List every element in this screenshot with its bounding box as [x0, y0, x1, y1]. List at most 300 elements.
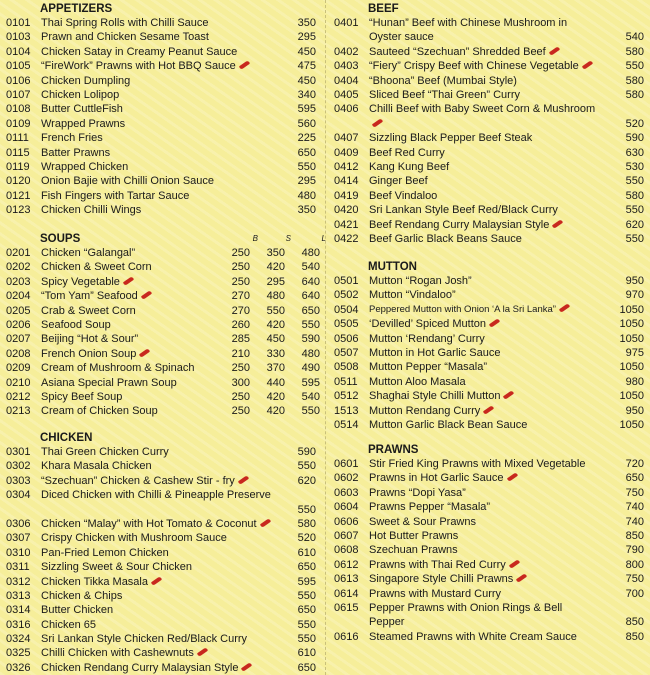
item-price: 800 [625, 558, 644, 571]
item-name: Diced Chicken with Chilli & Pineapple Preserve [41, 489, 271, 502]
item-code: 0313 [6, 589, 31, 602]
chili-icon [151, 576, 162, 586]
item-name: “Hunan” Beef with Chinese Mushroom in Oyster sauce [369, 17, 568, 44]
menu-item [334, 471, 646, 485]
item-price: 740 [625, 515, 644, 528]
item-code: 0104 [6, 45, 31, 58]
menu-item [334, 375, 646, 389]
item-price: 850 [625, 529, 644, 542]
item-price: 850 [625, 616, 644, 629]
item-name: Chicken Dumpling [41, 74, 131, 87]
menu-item [334, 500, 646, 514]
item-name: “Bhoona” Beef (Mumbai Style) [369, 74, 517, 87]
item-price: 420 [266, 405, 285, 418]
item-code: 0506 [334, 332, 359, 345]
item-name: Ginger Beef [369, 175, 428, 188]
item-price: 250 [231, 247, 250, 259]
item-code: 0403 [334, 60, 359, 73]
menu-item [334, 102, 646, 131]
item-price: 340 [297, 88, 316, 101]
item-code: 0326 [6, 661, 31, 674]
item-name: Crab & Sweet Corn [41, 304, 136, 317]
size-header: S [285, 234, 291, 243]
item-code: 0306 [6, 517, 31, 530]
item-name: Pan-Fried Lemon Chicken [41, 546, 169, 559]
item-code: 0401 [334, 17, 359, 29]
item-code: 0412 [334, 160, 359, 173]
section-title: BEEF [368, 3, 399, 15]
item-price: 640 [301, 275, 320, 288]
item-name: Sweet & Sour Prawns [369, 515, 476, 528]
item-name: Mutton “Rogan Josh” [369, 275, 472, 287]
item-price: 480 [301, 347, 320, 360]
item-price: 295 [266, 275, 285, 288]
chili-icon [238, 475, 249, 485]
item-price: 550 [297, 503, 316, 516]
item-price: 350 [297, 204, 316, 217]
menu-item [334, 572, 646, 586]
item-price: 595 [301, 376, 320, 389]
menu-item [6, 546, 318, 560]
item-price: 370 [266, 362, 285, 375]
menu-item [334, 45, 646, 59]
item-price: 595 [297, 575, 316, 588]
section-title: APPETIZERS [40, 3, 113, 15]
menu-item [334, 389, 646, 403]
menu-item [6, 459, 318, 473]
item-price: 550 [625, 60, 644, 73]
item-price: 250 [231, 261, 250, 274]
item-name: Chicken Chilli Wings [41, 204, 142, 217]
column-divider [325, 0, 326, 675]
item-code: 0508 [334, 361, 359, 374]
item-code: 0614 [334, 587, 359, 600]
menu-item [6, 632, 318, 646]
item-price: 480 [297, 189, 316, 202]
menu-item [6, 289, 318, 303]
menu-item [334, 174, 646, 188]
item-price: 750 [625, 486, 644, 499]
chili-icon [582, 60, 593, 70]
chili-icon [552, 219, 563, 229]
menu-item [334, 232, 646, 246]
item-price: 850 [625, 630, 644, 643]
menu-item [6, 88, 318, 102]
item-code: 0504 [334, 303, 359, 316]
menu-item [334, 558, 646, 572]
item-price: 550 [297, 618, 316, 631]
menu-item [334, 88, 646, 102]
item-price: 550 [625, 204, 644, 217]
menu-item [6, 361, 318, 375]
item-name: Khara Masala Chicken [41, 460, 152, 473]
menu-item [334, 218, 646, 232]
chili-icon [197, 648, 208, 658]
item-name: Stir Fried King Prawns with Mixed Vegetable [369, 458, 586, 470]
chili-icon [483, 405, 494, 415]
menu-item [334, 274, 646, 288]
item-code: 0405 [334, 88, 359, 101]
menu-section [6, 232, 326, 419]
item-name: Sizzling Black Pepper Beef Steak [369, 132, 533, 145]
item-code: 0419 [334, 189, 359, 202]
item-price: 270 [231, 304, 250, 317]
item-code: 0304 [6, 489, 31, 502]
menu-item [6, 575, 318, 589]
menu-section [334, 2, 646, 246]
item-name: “FireWork” Prawns with Hot BBQ Sauce [41, 59, 250, 73]
item-name: Chicken & Chips [41, 589, 123, 602]
item-code: 0207 [6, 333, 31, 346]
item-code: 0119 [6, 160, 30, 173]
item-code: 0607 [334, 529, 359, 542]
chili-icon [123, 276, 134, 286]
item-price: 580 [625, 45, 644, 58]
chili-icon [516, 573, 527, 583]
item-code: 0206 [6, 318, 31, 331]
menu-item [6, 332, 318, 346]
menu-item [334, 486, 646, 500]
item-price: 450 [297, 74, 316, 87]
item-code: 0502 [334, 289, 359, 302]
menu-item [334, 457, 646, 471]
item-price: 250 [231, 362, 250, 375]
item-price: 250 [231, 275, 250, 288]
chili-icon [239, 60, 250, 70]
menu-item [6, 560, 318, 574]
section-title: MUTTON [368, 261, 417, 273]
item-price: 450 [266, 333, 285, 346]
item-code: 0325 [6, 647, 31, 660]
chili-icon [259, 518, 270, 528]
item-code: 0115 [6, 146, 30, 159]
item-price: 550 [625, 175, 644, 188]
menu-item [6, 661, 318, 675]
item-name: Sri Lankan Style Chicken Red/Black Curry [41, 633, 248, 646]
menu-item [6, 74, 318, 88]
section-title: CHICKEN [40, 432, 93, 444]
item-name: “Fiery” Crispy Beef with Chinese Vegetable [369, 59, 593, 73]
item-name: Chicken “Malay” with Hot Tomato & Coconut [41, 517, 271, 531]
item-code: 0212 [6, 390, 31, 403]
item-code: 0422 [334, 232, 359, 245]
menu-item [6, 517, 318, 531]
item-code: 0105 [6, 60, 31, 73]
item-name: Chicken & Sweet Corn [41, 261, 152, 274]
item-code: 0501 [334, 275, 359, 287]
menu-item [6, 102, 318, 116]
menu-item [334, 16, 646, 45]
item-name: Chicken 65 [41, 618, 97, 631]
item-code: 0402 [334, 45, 359, 58]
menu-item [6, 376, 318, 390]
item-code: 0512 [334, 390, 359, 403]
item-price: 620 [625, 218, 644, 231]
item-price: 490 [301, 362, 320, 375]
item-code: 0204 [6, 290, 31, 303]
chili-icon [139, 348, 150, 358]
menu-section [334, 260, 646, 432]
menu-item [334, 317, 646, 331]
item-name: Spicy Beef Soup [41, 390, 123, 403]
menu-section [6, 2, 318, 217]
item-price: 550 [301, 405, 320, 418]
item-price: 650 [297, 146, 316, 159]
item-code: 0514 [334, 418, 359, 431]
item-code: 0421 [334, 218, 359, 231]
item-name: Asiana Special Prawn Soup [41, 376, 177, 389]
item-code: 0121 [6, 189, 31, 202]
chili-icon [559, 303, 570, 313]
item-price: 970 [625, 289, 644, 302]
item-name: Chicken Lolipop [41, 88, 120, 101]
menu-item [6, 246, 318, 260]
menu-item [6, 160, 318, 174]
item-price: 790 [625, 544, 644, 557]
menu-item [6, 203, 318, 217]
item-name: Prawns Pepper “Masala” [369, 501, 491, 514]
item-code: 0106 [6, 74, 31, 87]
item-price: 700 [625, 587, 644, 600]
item-price: 550 [301, 318, 320, 331]
menu-item [6, 488, 318, 517]
item-price: 650 [297, 561, 316, 574]
item-price: 750 [625, 573, 644, 586]
item-name: Mutton “Vindaloo” [369, 289, 456, 302]
menu-item [334, 404, 646, 418]
menu-item [334, 346, 646, 360]
item-name: Prawns with Mustard Curry [369, 587, 502, 600]
item-name: Butter CuttleFish [41, 103, 123, 116]
item-code: 0406 [334, 103, 359, 116]
item-name: Mutton ‘Rendang’ Curry [369, 332, 485, 345]
item-price: 350 [297, 17, 316, 29]
item-code: 0111 [6, 132, 29, 145]
item-code: 0612 [334, 558, 359, 571]
item-code: 0616 [334, 630, 359, 643]
item-price: 520 [625, 117, 644, 130]
item-price: 260 [231, 318, 250, 331]
item-name: Szechuan Prawns [369, 544, 458, 557]
item-name: Wrapped Chicken [41, 160, 129, 173]
menu-item [6, 445, 318, 459]
item-code: 0507 [334, 346, 359, 359]
section-title: SOUPS B S L [40, 233, 326, 245]
item-price: 285 [231, 333, 250, 346]
chili-icon [372, 118, 383, 128]
menu-item [334, 131, 646, 145]
menu-item [334, 146, 646, 160]
menu-item [6, 275, 318, 289]
item-name: Beijing “Hot & Sour” [41, 333, 139, 346]
item-name: Prawns with Thai Red Curry [369, 558, 520, 572]
item-name: Fish Fingers with Tartar Sauce [41, 189, 190, 202]
item-price: 550 [266, 304, 285, 317]
chili-icon [506, 473, 517, 483]
item-price: 520 [297, 532, 316, 545]
item-price: 225 [297, 132, 316, 145]
menu-item [6, 531, 318, 545]
item-price: 580 [625, 74, 644, 87]
item-name: Peppered Mutton with Onion ‘A la Sri Lanka” [369, 303, 570, 317]
item-code: 0108 [6, 103, 31, 116]
item-price: 420 [266, 390, 285, 403]
item-name: Chicken Rendang Curry Malaysian Style [41, 661, 252, 675]
item-price: 480 [266, 290, 285, 303]
item-name: Prawns “Dopi Yasa” [369, 486, 466, 499]
item-price: 540 [625, 31, 644, 44]
menu-item [334, 601, 646, 630]
item-name: Singapore Style Chilli Prawns [369, 572, 527, 586]
item-price: 590 [297, 446, 316, 458]
item-name: Cream of Chicken Soup [41, 405, 158, 418]
item-price: 295 [297, 175, 316, 188]
item-code: 0316 [6, 618, 31, 631]
item-price: 980 [625, 375, 644, 388]
item-price: 975 [625, 346, 644, 359]
item-price: 330 [266, 347, 285, 360]
item-code: 0601 [334, 458, 359, 470]
item-name: “Szechuan” Chicken & Cashew Stir - fry [41, 474, 249, 488]
menu-item [6, 603, 318, 617]
menu-item [6, 589, 318, 603]
item-name: Butter Chicken [41, 604, 114, 617]
item-name: Batter Prawns [41, 146, 111, 159]
item-name: Crispy Chicken with Mushroom Sauce [41, 532, 227, 545]
menu-item [6, 318, 318, 332]
chili-icon [503, 390, 514, 400]
item-name: Sri Lankan Style Beef Red/Black Curry [369, 204, 558, 217]
item-price: 480 [301, 247, 320, 259]
chili-icon [509, 559, 520, 569]
item-price: 1050 [619, 303, 644, 316]
item-price: 650 [297, 661, 316, 674]
item-price: 540 [301, 390, 320, 403]
item-price: 450 [297, 45, 316, 58]
item-name: Beef Garlic Black Beans Sauce [369, 232, 522, 245]
item-code: 0615 [334, 601, 359, 614]
menu-item [334, 189, 646, 203]
chili-icon [241, 662, 252, 672]
menu-item [334, 332, 646, 346]
menu-item [334, 515, 646, 529]
menu-section [6, 431, 318, 675]
item-name: French Fries [41, 132, 103, 145]
item-name: Chilli Beef with Baby Sweet Corn & Mushroom [369, 102, 599, 131]
item-name: Beef Vindaloo [369, 189, 438, 202]
item-code: 0103 [6, 31, 31, 44]
item-price: 420 [266, 261, 285, 274]
item-name: French Onion Soup [41, 347, 150, 361]
menu-item [6, 260, 318, 274]
item-price: 560 [297, 117, 316, 130]
item-code: 0511 [334, 375, 358, 388]
item-price: 580 [297, 517, 316, 530]
item-price: 550 [625, 232, 644, 245]
menu-item [6, 618, 318, 632]
item-code: 0407 [334, 132, 359, 145]
item-code: 0608 [334, 544, 359, 557]
item-name: Mutton Rendang Curry [369, 404, 494, 418]
item-code: 0202 [6, 261, 31, 274]
item-code: 0301 [6, 446, 31, 458]
item-code: 0414 [334, 175, 359, 188]
item-price: 300 [231, 376, 250, 389]
menu-item [6, 30, 318, 44]
item-price: 650 [297, 604, 316, 617]
item-code: 0123 [6, 204, 31, 217]
item-price: 580 [625, 189, 644, 202]
item-price: 1050 [619, 390, 644, 403]
item-code: 0420 [334, 204, 359, 217]
item-price: 550 [297, 633, 316, 646]
chili-icon [489, 318, 500, 328]
item-code: 0101 [6, 17, 31, 29]
item-name: Wrapped Prawns [41, 117, 126, 130]
item-price: 475 [297, 60, 316, 73]
item-name: Beef Red Curry [369, 146, 445, 159]
item-price: 640 [301, 290, 320, 303]
item-code: 0311 [6, 561, 30, 574]
item-name: Mutton Aloo Masala [369, 375, 466, 388]
item-name: Chicken “Galangal” [41, 247, 136, 259]
item-name: Thai Spring Rolls with Chilli Sauce [41, 17, 209, 29]
menu-item [6, 347, 318, 361]
menu-item [6, 189, 318, 203]
item-code: 0303 [6, 474, 31, 487]
menu-item [6, 404, 318, 418]
item-price: 1050 [619, 418, 644, 431]
item-price: 295 [297, 31, 316, 44]
item-price: 440 [266, 376, 285, 389]
item-code: 0505 [334, 318, 359, 331]
item-code: 0314 [6, 604, 31, 617]
item-price: 1050 [619, 361, 644, 374]
item-code: 0201 [6, 247, 31, 259]
item-name: Prawns in Hot Garlic Sauce [369, 471, 518, 485]
item-name: Mutton Garlic Black Bean Sauce [369, 418, 528, 431]
item-price: 250 [231, 405, 250, 418]
menu-item [334, 303, 646, 317]
item-price: 950 [625, 275, 644, 287]
item-code: 0404 [334, 74, 359, 87]
item-code: 0606 [334, 515, 359, 528]
item-price: 550 [297, 589, 316, 602]
item-code: 0208 [6, 347, 31, 360]
menu-item [334, 360, 646, 374]
item-price: 610 [297, 647, 316, 660]
item-code: 0203 [6, 275, 31, 288]
menu-item [334, 529, 646, 543]
item-code: 0409 [334, 146, 359, 159]
size-header: L [321, 234, 326, 243]
item-name: “Tom Yam” Seafood [41, 289, 152, 303]
item-code: 1513 [334, 404, 359, 417]
item-name: Mutton Pepper “Masala” [369, 361, 487, 374]
item-name: Chilli Chicken with Cashewnuts [41, 646, 208, 660]
item-price: 530 [625, 160, 644, 173]
item-name: Mutton in Hot Garlic Sauce [369, 346, 501, 359]
item-price: 720 [625, 458, 644, 470]
menu-item [334, 160, 646, 174]
item-name: Onion Bajie with Chilli Onion Sauce [41, 175, 215, 188]
item-name: Sauteed “Szechuan” Shredded Beef [369, 45, 560, 59]
item-price: 595 [297, 103, 316, 116]
menu-section [334, 443, 646, 644]
item-name: Sliced Beef “Thai Green” Curry [369, 88, 520, 101]
item-name: Sizzling Sweet & Sour Chicken [41, 561, 193, 574]
item-price: 1050 [619, 318, 644, 331]
